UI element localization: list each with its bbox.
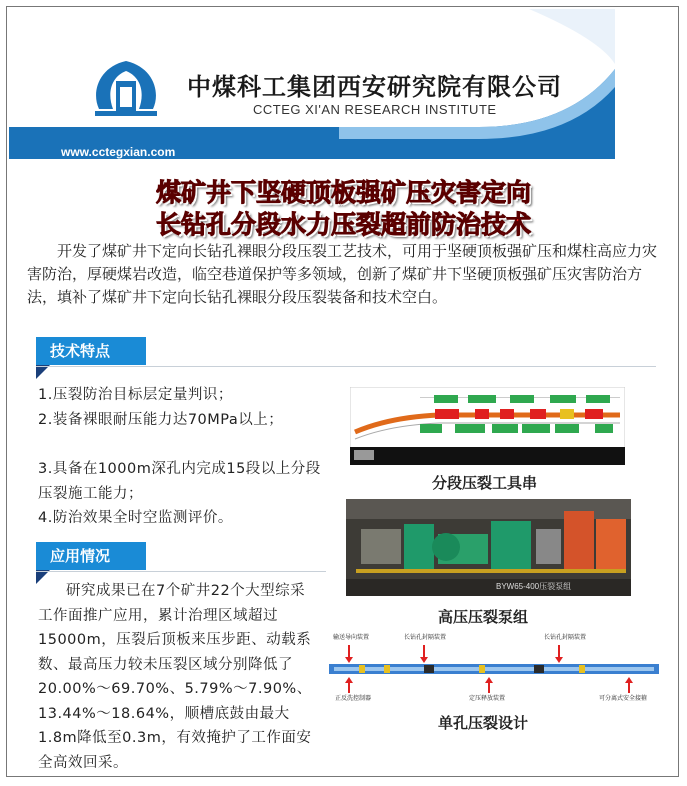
pump-photo-label: BYW65-400压裂泵组 <box>496 582 572 591</box>
application-heading <box>36 542 146 570</box>
single-hole-diagram <box>329 631 659 701</box>
features-rule <box>36 366 656 367</box>
feature-item-3: 3.具备在1000m深孔内完成15段以上分段压裂施工能力； <box>38 461 321 502</box>
application-heading-label: 应用情况 <box>36 542 146 570</box>
heading-corner <box>36 365 50 379</box>
application-text: 研究成果已在7个矿井22个大型综采工作面推广应用，累计治理区域超过15000m，压裂后顶板来压步距、动载系数、最高压力较未压裂区域分别降低了20.00%～69.70%、5.79%～7.90%、13.44%～18.64%，顺槽底鼓由最大1.8m降低至0.3m，有效掩护了工作面安全高效回采。 <box>38 583 312 771</box>
fig3-label-4: 正反洗控制器 <box>335 695 372 701</box>
title-line-2: 长钻孔分段水力压裂超前防治技术 <box>155 210 531 239</box>
feature-item-4: 4.防治效果全时空监测评价。 <box>38 510 233 526</box>
fig1-caption: 分段压裂工具串 <box>432 474 538 492</box>
feature-item-2: 2.装备裸眼耐压能力达70MPa以上； <box>38 412 284 428</box>
company-name-cn: 中煤科工集团西安研究院有限公司 <box>187 73 562 101</box>
fig3-label-2: 长钻孔封隔装置 <box>404 634 447 641</box>
tool-string-diagram <box>350 387 625 465</box>
application-rule <box>36 571 326 572</box>
ccteg-logo <box>89 57 163 117</box>
website-link[interactable]: www.cctegxian.com <box>61 145 176 159</box>
pump-group-photo <box>346 499 631 596</box>
features-heading-label: 技术特点 <box>36 337 146 365</box>
fig3-label-5: 定压释放装置 <box>469 695 506 701</box>
features-heading <box>36 337 146 365</box>
intro-paragraph <box>27 240 657 309</box>
fig2-caption: 高压压裂泵组 <box>438 608 529 626</box>
intro-text: 开发了煤矿井下定向长钻孔裸眼分段压裂工艺技术，可用于坚硬顶板强矿压和煤柱高应力灾害防治，厚硬煤岩改造，临空巷道保护等多领域，创新了煤矿井下坚硬顶板强矿压灾害防治方法，填补了煤矿井下定向长钻孔裸眼分段压裂装备和技术空白。 <box>27 242 658 306</box>
application-paragraph <box>38 579 320 775</box>
fig3-label-1: 输送导向装置 <box>333 634 370 641</box>
fig3-caption: 单孔压裂设计 <box>438 714 529 732</box>
feature-item-1: 1.压裂防治目标层定量判识； <box>38 387 233 403</box>
title-line-1: 煤矿井下坚硬顶板强矿压灾害定向 <box>155 178 531 207</box>
fig3-label-3: 长钻孔封隔装置 <box>544 634 587 641</box>
company-name-en: CCTEG XI'AN RESEARCH INSTITUTE <box>253 102 497 117</box>
header-banner <box>9 9 677 159</box>
fig3-label-6: 可分离式安全接箍 <box>599 695 648 701</box>
